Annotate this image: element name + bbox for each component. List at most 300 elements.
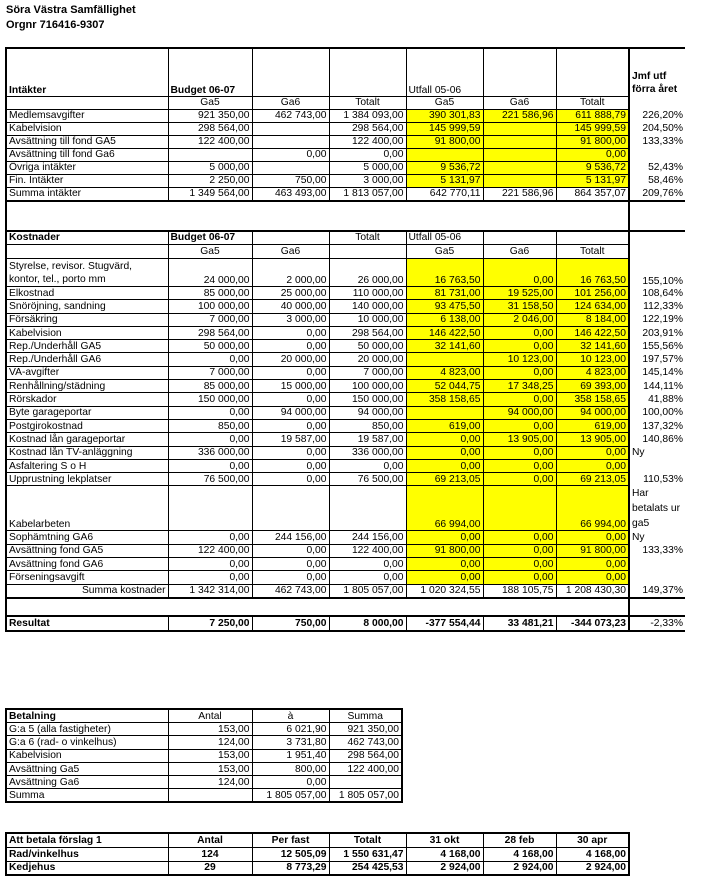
spacer-row (6, 598, 685, 616)
row-label: Postgirokostnad (6, 419, 168, 432)
row-label: Avsättning Ga6 (6, 776, 168, 789)
value-cell: 0,00 (406, 571, 483, 584)
value-cell: 15 000,00 (252, 380, 329, 393)
value-cell: 122 400,00 (329, 135, 406, 148)
col-header: Antal (168, 833, 252, 847)
value-cell: 0,00 (406, 531, 483, 544)
value-cell: 0,00 (406, 433, 483, 446)
income-budget-label: Budget 06-07 (168, 48, 252, 96)
payment-row (6, 736, 402, 749)
value-cell: 94 000,00 (329, 406, 406, 419)
col-header: 30 apr (556, 833, 629, 847)
value-cell: 6 021,90 (252, 723, 329, 736)
compare-cell: 145,14% (629, 366, 685, 379)
value-cell: 69 213,05 (406, 473, 483, 486)
value-cell: 850,00 (329, 419, 406, 432)
value-cell: 8 773,29 (252, 861, 329, 875)
value-cell: 0,00 (252, 148, 329, 161)
value-cell: 16 763,50 (556, 259, 629, 287)
value-cell: 244 156,00 (252, 531, 329, 544)
value-cell: 0,00 (483, 446, 556, 459)
value-cell: 188 105,75 (483, 584, 556, 598)
compare-cell: -2,33% (629, 616, 685, 631)
compare-label-2: förra året (632, 84, 678, 95)
value-cell: 124 (168, 847, 252, 861)
table-row (6, 135, 685, 148)
value-cell: 31 158,50 (483, 300, 556, 313)
value-cell: 33 481,21 (483, 616, 556, 631)
cost-sum-row (6, 584, 685, 598)
value-cell: 91 800,00 (406, 135, 483, 148)
row-label: Elkostnad (6, 287, 168, 300)
value-cell (168, 148, 252, 161)
value-cell: 0,00 (483, 473, 556, 486)
value-cell: 390 301,83 (406, 109, 483, 122)
col-header: Ga5 (406, 245, 483, 259)
value-cell: 0,00 (252, 393, 329, 406)
row-label: Kabelvision (6, 122, 168, 135)
value-cell: 146 422,50 (406, 326, 483, 339)
value-cell: 0,00 (168, 571, 252, 584)
value-cell (483, 161, 556, 174)
value-cell: 26 000,00 (329, 259, 406, 287)
compare-cell: Ny (629, 446, 685, 459)
compare-cell: 100,00% (629, 406, 685, 419)
row-label: Kabelvision (6, 749, 168, 762)
value-cell: 32 141,60 (406, 340, 483, 353)
value-cell: 20 000,00 (329, 353, 406, 366)
payment-header-row (6, 709, 402, 723)
table-row (6, 406, 685, 419)
value-cell: 94 000,00 (483, 406, 556, 419)
value-cell (252, 122, 329, 135)
table-row (6, 531, 685, 544)
row-label: Summa (6, 789, 168, 803)
row-label: Fin. Intäkter (6, 174, 168, 187)
value-cell: 7 000,00 (168, 366, 252, 379)
value-cell: 24 000,00 (168, 259, 252, 287)
value-cell: 76 500,00 (329, 473, 406, 486)
value-cell (252, 161, 329, 174)
value-cell: 124,00 (168, 736, 252, 749)
value-cell: 336 000,00 (329, 446, 406, 459)
value-cell: 0,00 (252, 326, 329, 339)
row-label: Kostnad lån TV-anläggning (6, 446, 168, 459)
budget-table (5, 47, 685, 632)
value-cell: 0,00 (483, 393, 556, 406)
value-cell: 140 000,00 (329, 300, 406, 313)
value-cell: 85 000,00 (168, 287, 252, 300)
value-cell (483, 122, 556, 135)
value-cell (483, 148, 556, 161)
value-cell (406, 406, 483, 419)
value-cell: 254 425,53 (329, 861, 406, 875)
compare-cell: 144,11% (629, 380, 685, 393)
value-cell: 110 000,00 (329, 287, 406, 300)
table-row (6, 174, 685, 187)
compare-cell (629, 571, 685, 584)
value-cell: 6 138,00 (406, 313, 483, 326)
value-cell: 124,00 (168, 776, 252, 789)
cost-label: Kostnader (6, 231, 168, 245)
row-label (6, 259, 168, 287)
value-cell (168, 789, 252, 803)
value-cell: 0,00 (556, 148, 629, 161)
row-label: VA-avgifter (6, 366, 168, 379)
value-cell: 750,00 (252, 616, 329, 631)
value-cell: 4 823,00 (406, 366, 483, 379)
col-header: Ga5 (406, 96, 483, 109)
value-cell: 0,00 (168, 459, 252, 472)
value-cell: 10 123,00 (556, 353, 629, 366)
value-cell: 1 384 093,00 (329, 109, 406, 122)
value-cell: 145 999,59 (556, 122, 629, 135)
value-cell: -377 554,44 (406, 616, 483, 631)
value-cell: 336 000,00 (168, 446, 252, 459)
value-cell: 0,00 (483, 544, 556, 557)
value-cell: 122 400,00 (168, 135, 252, 148)
col-header: Totalt (329, 96, 406, 109)
value-cell (406, 353, 483, 366)
payment-row (6, 762, 402, 775)
value-cell: 2 000,00 (252, 259, 329, 287)
value-cell: 0,00 (483, 259, 556, 287)
value-cell: 0,00 (168, 353, 252, 366)
value-cell: 8 000,00 (329, 616, 406, 631)
table-row (6, 446, 685, 459)
row-label: Övriga intäkter (6, 161, 168, 174)
value-cell (483, 486, 556, 531)
value-cell: 462 743,00 (329, 736, 402, 749)
value-cell: 81 731,00 (406, 287, 483, 300)
value-cell: 32 141,60 (556, 340, 629, 353)
compare-cell (629, 486, 685, 531)
value-cell: 619,00 (406, 419, 483, 432)
value-cell: 0,00 (483, 531, 556, 544)
value-cell: 0,00 (329, 558, 406, 571)
table-row (6, 380, 685, 393)
income-label: Intäkter (6, 48, 168, 96)
row-label: Rad/vinkelhus (6, 847, 168, 861)
value-cell: 122 400,00 (329, 544, 406, 557)
payment-table (5, 708, 403, 803)
col-header: 31 okt (406, 833, 483, 847)
value-cell: 0,00 (252, 473, 329, 486)
compare-cell: Ny (629, 531, 685, 544)
value-cell: 0,00 (556, 558, 629, 571)
value-cell: 2 924,00 (483, 861, 556, 875)
value-cell: 0,00 (329, 459, 406, 472)
value-cell: 100 000,00 (168, 300, 252, 313)
row-label: Rörskador (6, 393, 168, 406)
value-cell: 124 634,00 (556, 300, 629, 313)
kabel-note-1: Har (632, 487, 649, 499)
table-row (6, 161, 685, 174)
table-row (6, 459, 685, 472)
row-label: Byte garageportar (6, 406, 168, 419)
value-cell: 153,00 (168, 723, 252, 736)
cost-outcome-label: Utfall 05-06 (406, 231, 483, 245)
table-row (6, 259, 685, 287)
value-cell: 50 000,00 (168, 340, 252, 353)
value-cell: 1 342 314,00 (168, 584, 252, 598)
value-cell: 358 158,65 (406, 393, 483, 406)
compare-cell (629, 148, 685, 161)
value-cell: 4 168,00 (406, 847, 483, 861)
compare-label-1: Jmf utf (632, 71, 667, 82)
proposal-row (6, 861, 629, 875)
value-cell: 0,00 (329, 571, 406, 584)
row-label: Kedjehus (6, 861, 168, 875)
value-cell: 0,00 (556, 531, 629, 544)
value-cell: 5 000,00 (168, 161, 252, 174)
value-cell: 153,00 (168, 749, 252, 762)
value-cell: 0,00 (329, 148, 406, 161)
proposal-label: Att betala förslag 1 (6, 833, 168, 847)
compare-cell: 204,50% (629, 122, 685, 135)
compare-cell: 226,20% (629, 109, 685, 122)
kabel-note-2: betalats ur (632, 502, 681, 514)
value-cell: 17 348,25 (483, 380, 556, 393)
col-header: Antal (168, 709, 252, 723)
value-cell: 153,00 (168, 762, 252, 775)
proposal-table (5, 832, 630, 876)
value-cell: 0,00 (252, 544, 329, 557)
value-cell: 0,00 (168, 531, 252, 544)
row-label: Resultat (6, 616, 168, 631)
value-cell: 0,00 (252, 558, 329, 571)
value-cell: 2 924,00 (406, 861, 483, 875)
payment-label: Betalning (6, 709, 168, 723)
value-cell: 150 000,00 (329, 393, 406, 406)
styrelse-line-2: kontor, tel., porto mm (9, 274, 106, 285)
value-cell: 864 357,07 (556, 187, 629, 201)
table-row (6, 353, 685, 366)
value-cell: 642 770,11 (406, 187, 483, 201)
value-cell: 0,00 (406, 558, 483, 571)
row-label: Försäkring (6, 313, 168, 326)
value-cell (329, 776, 402, 789)
value-cell: 2 250,00 (168, 174, 252, 187)
value-cell (168, 486, 252, 531)
value-cell: 921 350,00 (168, 109, 252, 122)
row-label: Avsättning till fond Ga6 (6, 148, 168, 161)
table-row (6, 473, 685, 486)
compare-cell (629, 558, 685, 571)
value-cell: 0,00 (252, 776, 329, 789)
value-cell: 221 586,96 (483, 187, 556, 201)
value-cell: 1 208 430,30 (556, 584, 629, 598)
value-cell: 462 743,00 (252, 584, 329, 598)
cost-col-header-row (6, 245, 685, 259)
value-cell: 0,00 (406, 459, 483, 472)
value-cell: 1 349 564,00 (168, 187, 252, 201)
value-cell: 0,00 (168, 433, 252, 446)
cost-header-row (6, 231, 685, 245)
value-cell: 94 000,00 (556, 406, 629, 419)
table-row (6, 393, 685, 406)
value-cell: 221 586,96 (483, 109, 556, 122)
value-cell: 0,00 (483, 366, 556, 379)
value-cell: 93 475,50 (406, 300, 483, 313)
value-cell: 29 (168, 861, 252, 875)
value-cell: 101 256,00 (556, 287, 629, 300)
value-cell: 0,00 (168, 558, 252, 571)
value-cell: 20 000,00 (252, 353, 329, 366)
table-row (6, 300, 685, 313)
row-label: Kabelarbeten (6, 486, 168, 531)
org-number: Orgnr 716416-9307 (6, 19, 105, 31)
row-label: Upprustning lekplatser (6, 473, 168, 486)
value-cell: -344 073,23 (556, 616, 629, 631)
row-label: Förseningsavgift (6, 571, 168, 584)
value-cell: 7 000,00 (168, 313, 252, 326)
row-label: Rep./Underhåll GA5 (6, 340, 168, 353)
value-cell (406, 148, 483, 161)
value-cell: 5 131,97 (556, 174, 629, 187)
value-cell: 10 123,00 (483, 353, 556, 366)
value-cell: 7 250,00 (168, 616, 252, 631)
table-row (6, 326, 685, 339)
value-cell: 122 400,00 (168, 544, 252, 557)
value-cell: 19 525,00 (483, 287, 556, 300)
value-cell: 611 888,79 (556, 109, 629, 122)
compare-cell: 122,19% (629, 313, 685, 326)
compare-header (629, 48, 685, 96)
compare-cell: 133,33% (629, 544, 685, 557)
col-header: Ga5 (168, 245, 252, 259)
row-label: Renhållning/städning (6, 380, 168, 393)
value-cell: 358 158,65 (556, 393, 629, 406)
row-label: Avsättning fond GA6 (6, 558, 168, 571)
value-cell: 40 000,00 (252, 300, 329, 313)
result-row (6, 616, 685, 631)
payment-row (6, 776, 402, 789)
value-cell: 1 805 057,00 (252, 789, 329, 803)
compare-cell (629, 459, 685, 472)
value-cell: 91 800,00 (556, 544, 629, 557)
compare-cell: 41,88% (629, 393, 685, 406)
table-row (6, 122, 685, 135)
row-label: Avsättning till fond GA5 (6, 135, 168, 148)
row-label: Snöröjning, sandning (6, 300, 168, 313)
value-cell: 1 020 324,55 (406, 584, 483, 598)
income-outcome-label: Utfall 05-06 (406, 48, 483, 96)
compare-cell: 137,32% (629, 419, 685, 432)
value-cell (483, 135, 556, 148)
payment-row (6, 789, 402, 803)
compare-cell: 58,46% (629, 174, 685, 187)
compare-cell: 197,57% (629, 353, 685, 366)
spacer-row (6, 201, 685, 231)
compare-cell: 52,43% (629, 161, 685, 174)
value-cell: 9 536,72 (406, 161, 483, 174)
value-cell: 16 763,50 (406, 259, 483, 287)
value-cell: 145 999,59 (406, 122, 483, 135)
value-cell: 85 000,00 (168, 380, 252, 393)
col-header: Totalt (556, 245, 629, 259)
kabel-note-3: ga5 (632, 517, 650, 529)
row-label: G:a 6 (rad- o vinkelhus) (6, 736, 168, 749)
table-row (6, 148, 685, 161)
value-cell: 3 731,80 (252, 736, 329, 749)
value-cell: 0,00 (556, 446, 629, 459)
value-cell (252, 486, 329, 531)
value-cell: 0,00 (252, 366, 329, 379)
value-cell: 1 951,40 (252, 749, 329, 762)
col-header: Ga6 (483, 96, 556, 109)
value-cell: 94 000,00 (252, 406, 329, 419)
value-cell: 2 924,00 (556, 861, 629, 875)
value-cell: 12 505,09 (252, 847, 329, 861)
compare-cell: 110,53% (629, 473, 685, 486)
value-cell (483, 174, 556, 187)
compare-cell: 155,56% (629, 340, 685, 353)
value-cell: 2 046,00 (483, 313, 556, 326)
table-row (6, 366, 685, 379)
row-label: Rep./Underhåll GA6 (6, 353, 168, 366)
value-cell: 13 905,00 (556, 433, 629, 446)
styrelse-line-1: Styrelse, revisor. Stugvärd, (9, 261, 133, 272)
value-cell: 0,00 (252, 419, 329, 432)
value-cell: 800,00 (252, 762, 329, 775)
col-header: Ga5 (168, 96, 252, 109)
row-label: Kabelvision (6, 326, 168, 339)
payment-row (6, 723, 402, 736)
table-row (6, 544, 685, 557)
value-cell: 0,00 (483, 340, 556, 353)
value-cell: 5 000,00 (329, 161, 406, 174)
value-cell: 76 500,00 (168, 473, 252, 486)
value-cell: 66 994,00 (556, 486, 629, 531)
value-cell: 69 393,00 (556, 380, 629, 393)
value-cell: 619,00 (556, 419, 629, 432)
value-cell: 69 213,05 (556, 473, 629, 486)
value-cell: 0,00 (483, 419, 556, 432)
value-cell: 100 000,00 (329, 380, 406, 393)
income-header-row (6, 48, 685, 96)
value-cell: 150 000,00 (168, 393, 252, 406)
cost-total-label: Totalt (329, 231, 406, 245)
value-cell: 921 350,00 (329, 723, 402, 736)
value-cell: 3 000,00 (329, 174, 406, 187)
row-label: Kostnad lån garageportar (6, 433, 168, 446)
value-cell: 1 805 057,00 (329, 584, 406, 598)
table-row (6, 287, 685, 300)
org-title: Söra Västra Samfällighet (6, 4, 136, 16)
value-cell: 0,00 (406, 446, 483, 459)
value-cell: 3 000,00 (252, 313, 329, 326)
value-cell: 91 800,00 (556, 135, 629, 148)
proposal-header-row (6, 833, 629, 847)
row-label: Avsättning Ga5 (6, 762, 168, 775)
compare-cell: 140,86% (629, 433, 685, 446)
value-cell: 66 994,00 (406, 486, 483, 531)
value-cell: 0,00 (168, 406, 252, 419)
compare-cell: 209,76% (629, 187, 685, 201)
value-cell (329, 486, 406, 531)
table-row (6, 340, 685, 353)
col-header: Totalt (329, 833, 406, 847)
value-cell: 9 536,72 (556, 161, 629, 174)
value-cell (252, 135, 329, 148)
compare-cell: 149,37% (629, 584, 685, 598)
value-cell: 4 168,00 (483, 847, 556, 861)
value-cell: 298 564,00 (168, 122, 252, 135)
value-cell: 146 422,50 (556, 326, 629, 339)
value-cell: 0,00 (252, 571, 329, 584)
value-cell: 0,00 (483, 459, 556, 472)
